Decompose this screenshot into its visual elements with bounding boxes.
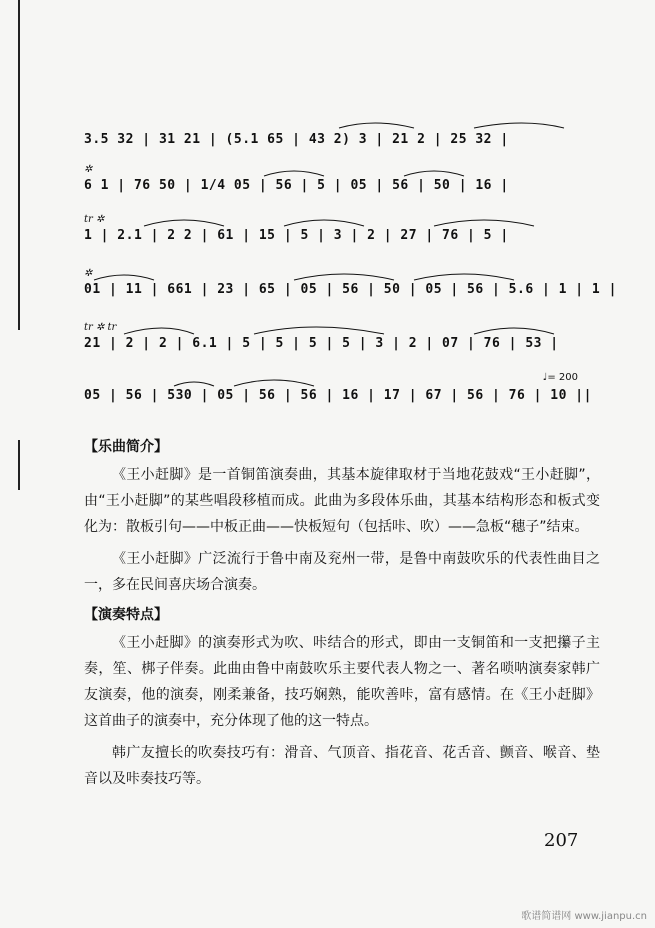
margin-rule-top	[18, 0, 20, 330]
tempo-mark: ♩= 200	[542, 372, 578, 383]
page-number: 207	[544, 830, 579, 851]
score-line-5	[84, 322, 604, 366]
score-line-3	[84, 214, 604, 258]
music-score	[84, 118, 617, 423]
notes: 21 | 2 | 2 | 6.1 | 5 | 5 | 5 | 5 | 3 | 2 | 07 | 76 | 53 |	[84, 336, 559, 351]
notes: 6 1 | 76 50 | 1/4 05 | 56 | 5 | 05 | 56 | 50 | 16 |	[84, 178, 509, 193]
section-heading-intro: 【乐曲简介】	[84, 439, 168, 455]
watermark: 歌谱简谱网 www.jianpu.cn	[521, 911, 647, 922]
notes: 01 | 11 | 661 | 23 | 65 | 05 | 56 | 50 | 05 | 56 | 5.6 | 1 | 1 |	[84, 282, 617, 297]
paragraph: 韩广友擅长的吹奏技巧有：滑音、气顶音、指花音、花舌音、颤音、喉音、垫音以及咔奏技巧等。	[84, 745, 600, 787]
ornaments: tr ✲	[84, 214, 105, 225]
ornaments: ✲	[84, 164, 93, 175]
article	[84, 436, 600, 798]
paragraph: 《王小赶脚》的演奏形式为吹、咔结合的形式，即由一支铜笛和一支把攥子主奏，笙、梆子伴奏。此曲由鲁中南鼓吹乐主要代表人物之一、著名唢呐演奏家韩广友演奏，他的演奏，刚柔兼备，技巧娴熟，能吹善咔，富有感情。在《王小赶脚》这首曲子的演奏中，充分体现了他的这一特点。	[84, 635, 600, 729]
score-line-6	[84, 374, 604, 418]
paragraph: 《王小赶脚》广泛流行于鲁中南及兖州一带，是鲁中南鼓吹乐的代表性曲目之一，多在民间喜庆场合演奏。	[84, 551, 600, 593]
margin-rule-bottom	[18, 440, 20, 490]
notes: 3.5 32 | 31 21 | (5.1 65 | 43 2) 3 | 21 2 | 25 32 |	[84, 132, 509, 147]
ornaments: ✲	[84, 268, 93, 279]
notes: 1 | 2.1 | 2 2 | 61 | 15 | 5 | 3 | 2 | 27 | 76 | 5 |	[84, 228, 509, 243]
score-line-2	[84, 164, 604, 208]
notes: 05 | 56 | 530 | 05 | 56 | 56 | 16 | 17 | 67 | 56 | 76 | 10 ||	[84, 388, 592, 403]
paragraph: 《王小赶脚》是一首铜笛演奏曲，其基本旋律取材于当地花鼓戏“王小赶脚”，由“王小赶脚”的某些唱段移植而成。此曲为多段体乐曲，其基本结构形态和板式变化为：散板引句——中板正曲——快板短句（包括咔、吹）——急板“穗子”结束。	[84, 467, 600, 535]
ornaments: tr ✲ tr	[84, 322, 117, 333]
score-line-1	[84, 118, 604, 162]
score-line-4	[84, 268, 617, 312]
section-heading-performance: 【演奏特点】	[84, 607, 168, 623]
